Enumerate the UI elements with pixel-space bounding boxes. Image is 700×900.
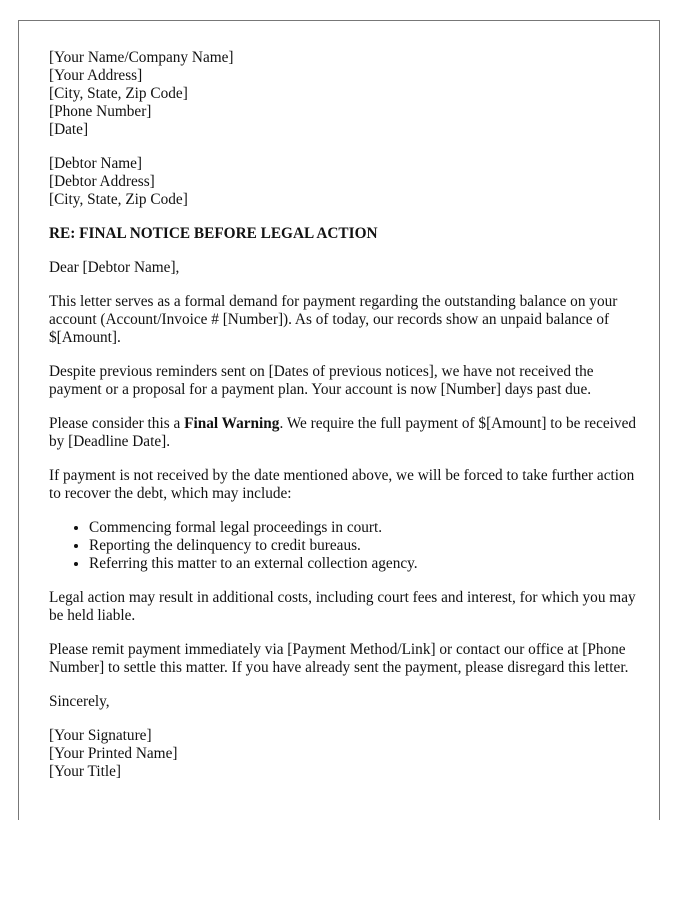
paragraph-demand: This letter serves as a formal demand for payment regarding the outstanding balance on your account (Account/Invoice # [Number]). As of today, our records show an unpaid balance of $[Amount]. (49, 293, 618, 346)
letter-body (49, 49, 641, 797)
closing: Sincerely, (49, 693, 110, 710)
list-item: • Reporting the delinquency to credit bureaus. (89, 537, 641, 555)
sender-city-state-zip: [City, State, Zip Code] (49, 85, 188, 102)
paragraph-liability: Legal action may result in additional costs, including court fees and interest, for which you may be held liable. (49, 589, 636, 624)
action-list (49, 519, 641, 573)
salutation: Dear [Debtor Name], (49, 259, 180, 276)
final-warning-emphasis: Final Warning (184, 415, 280, 432)
letter-date: [Date] (49, 121, 89, 138)
recipient-block (49, 155, 641, 209)
printed-name: [Your Printed Name] (49, 745, 178, 762)
paragraph-final-warning (49, 415, 641, 451)
recipient-name: [Debtor Name] (49, 155, 143, 172)
final-warning-tail: . We require the full payment of $[Amount] to be received by [Deadline Date]. (49, 415, 637, 450)
subject-line: RE: FINAL NOTICE BEFORE LEGAL ACTION (49, 225, 378, 242)
recipient-address: [Debtor Address] (49, 173, 155, 190)
paragraph-further-action: If payment is not received by the date mentioned above, we will be forced to take further action to recover the debt, which may include: (49, 467, 635, 502)
signature: [Your Signature] (49, 727, 152, 744)
final-warning-lead: Please consider this a (49, 415, 185, 432)
list-item: • Commencing formal legal proceedings in court. (89, 519, 641, 537)
sender-block (49, 49, 641, 139)
sender-phone: [Phone Number] (49, 103, 152, 120)
sender-name: [Your Name/Company Name] (49, 49, 234, 66)
signer-title: [Your Title] (49, 763, 121, 780)
list-item: • Referring this matter to an external collection agency. (89, 555, 641, 573)
recipient-city-state-zip: [City, State, Zip Code] (49, 191, 188, 208)
paragraph-remit: Please remit payment immediately via [Payment Method/Link] or contact our office at [Phone Number] to settle this matter. If you have already sent the payment, please disregard this letter. (49, 641, 629, 676)
paragraph-reminders: Despite previous reminders sent on [Dates of previous notices], we have not received the payment or a proposal for a payment plan. Your account is now [Number] days past due. (49, 363, 594, 398)
letter-page (18, 20, 660, 820)
sender-address: [Your Address] (49, 67, 143, 84)
signature-block (49, 727, 641, 781)
